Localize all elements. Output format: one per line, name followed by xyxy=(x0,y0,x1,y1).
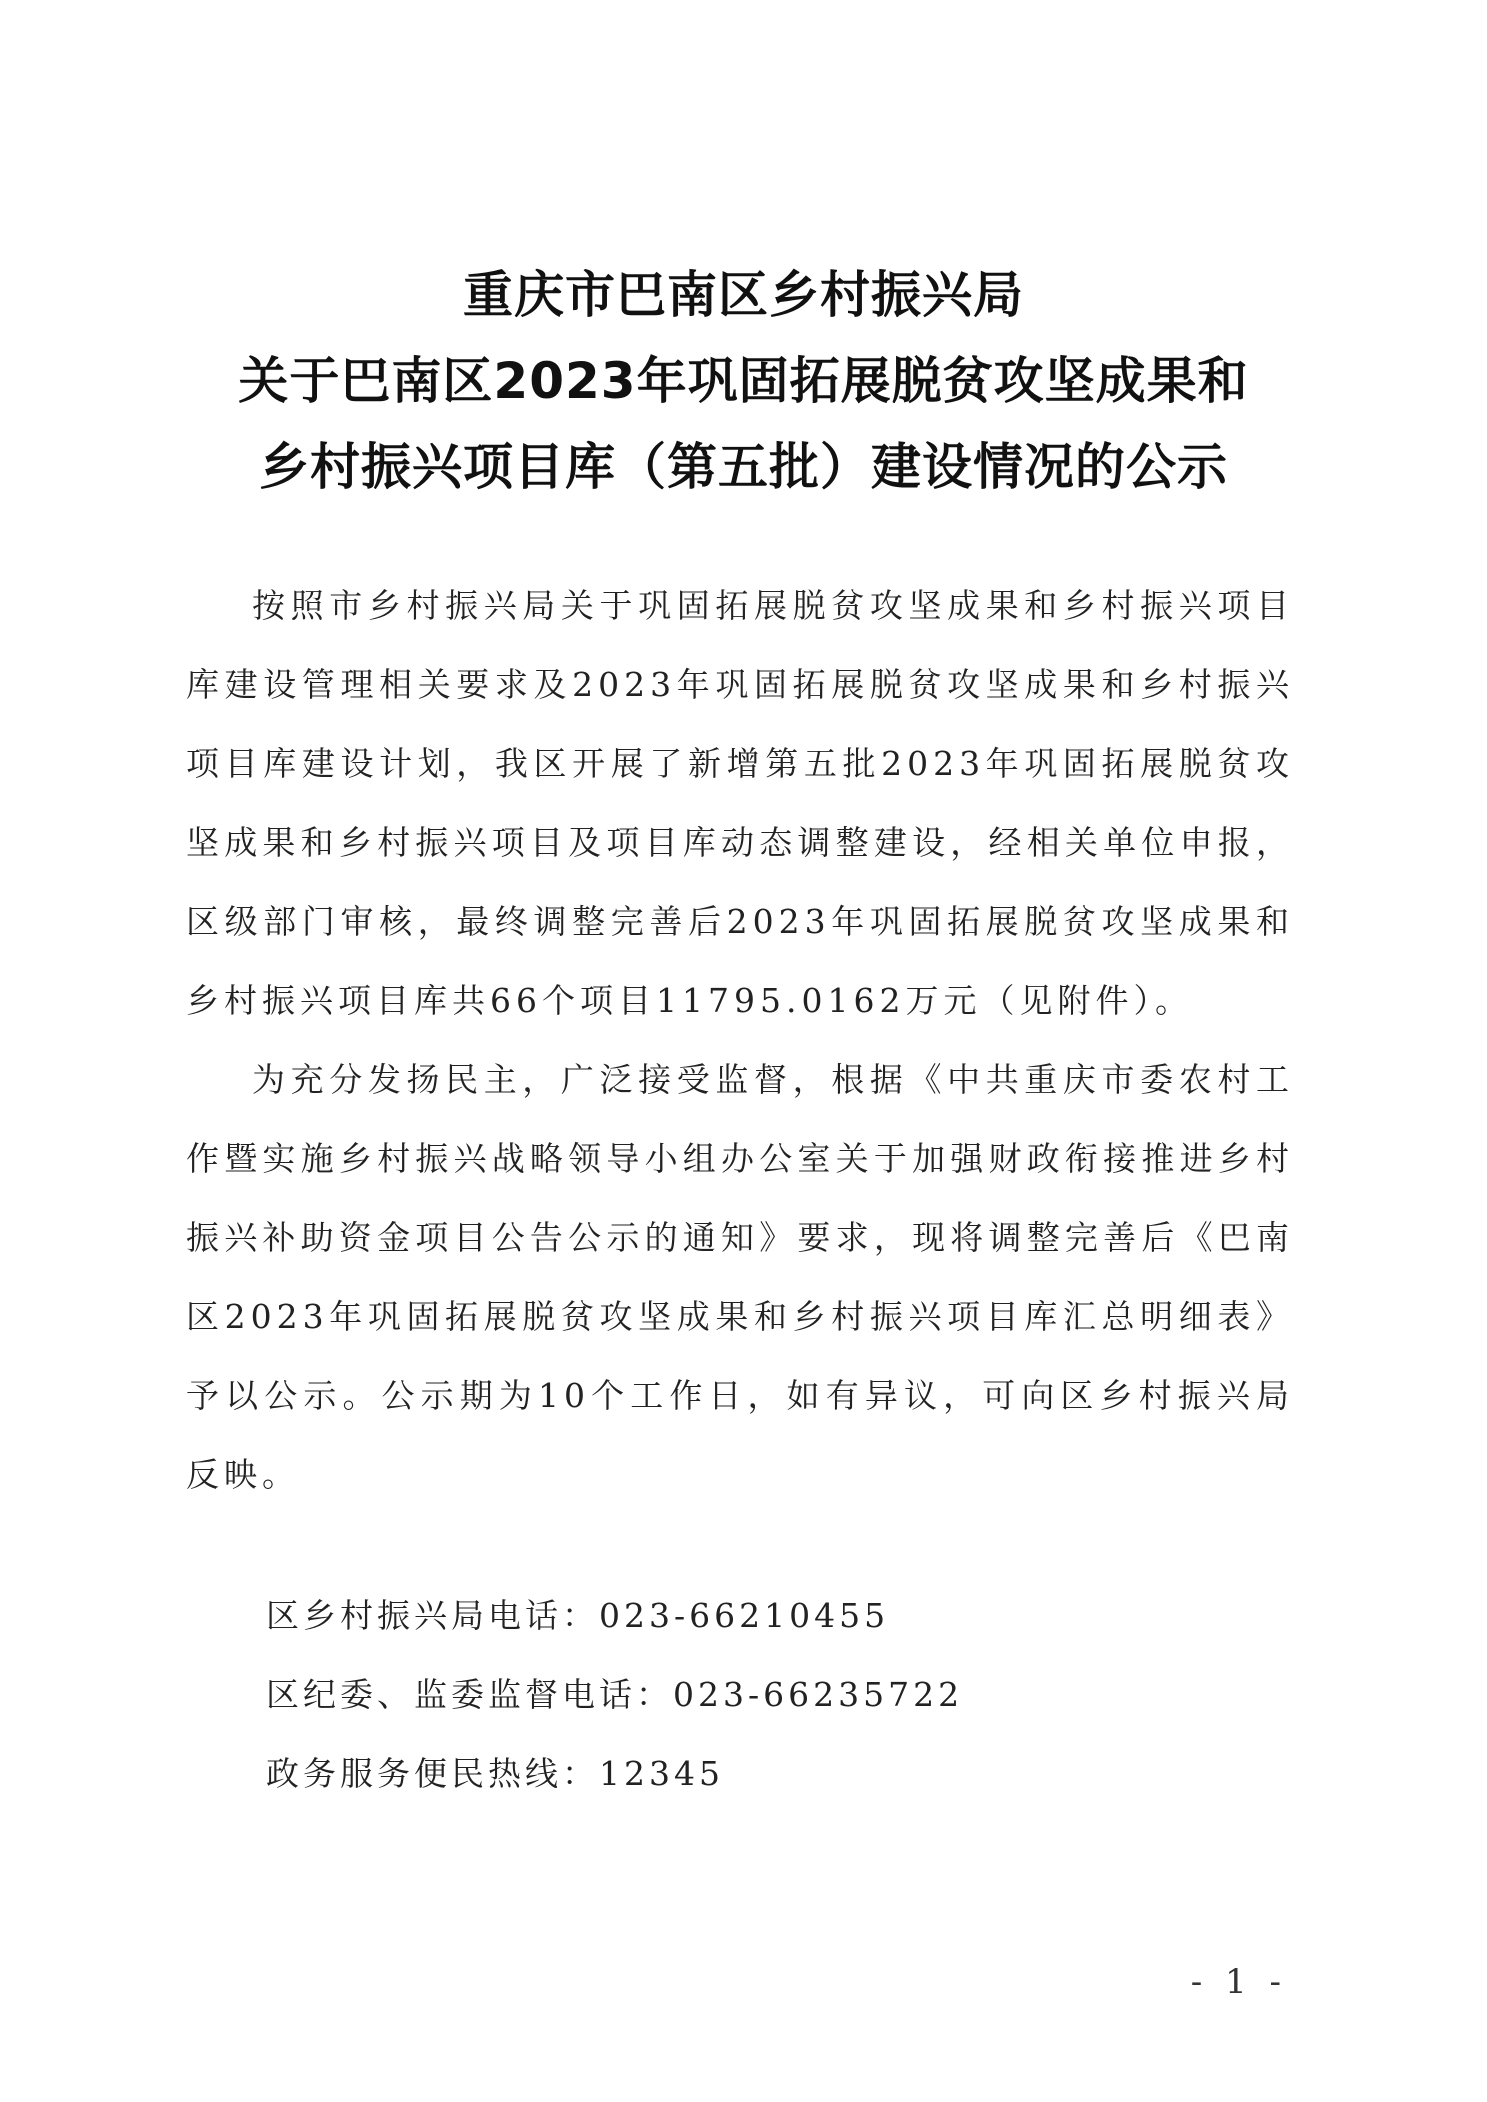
title-line-2: 关于巴南区2023年巩固拓展脱贫攻坚成果和 xyxy=(238,352,1249,410)
page-number: - 1 - xyxy=(1190,1962,1287,2002)
contact-list xyxy=(266,1576,963,1813)
paragraph-publicity: 为充分发扬民主，广泛接受监督，根据《中共重庆市委农村工作暨实施乡村振兴战略领导小组办公室关于加强财政衔接推进乡村振兴补助资金项目公告公示的通知》要求，现将调整完善后《巴南区2023年巩固拓展脱贫攻坚成果和乡村振兴项目库汇总明细表》予以公示。公示期为10个工作日，如有异议，可向区乡村振兴局反映。 xyxy=(186,1060,1294,1494)
title-line-3: 乡村振兴项目库（第五批）建设情况的公示 xyxy=(259,438,1228,496)
title-line-1: 重庆市巴南区乡村振兴局 xyxy=(463,266,1024,324)
contact-service-hotline: 政务服务便民热线：12345 xyxy=(266,1754,724,1793)
contact-supervision-phone: 区纪委、监委监督电话：023-66235722 xyxy=(266,1675,964,1714)
document-body xyxy=(186,566,1294,1514)
document-title xyxy=(0,252,1487,510)
contact-rural-bureau-phone: 区乡村振兴局电话：023-66210455 xyxy=(266,1596,890,1635)
paragraph-background: 按照市乡村振兴局关于巩固拓展脱贫攻坚成果和乡村振兴项目库建设管理相关要求及2023年巩固拓展脱贫攻坚成果和乡村振兴项目库建设计划，我区开展了新增第五批2023年巩固拓展脱贫攻坚成果和乡村振兴项目及项目库动态调整建设，经相关单位申报，区级部门审核，最终调整完善后2023年巩固拓展脱贫攻坚成果和乡村振兴项目库共66个项目11795.0162万元（见附件）。 xyxy=(186,586,1294,1020)
